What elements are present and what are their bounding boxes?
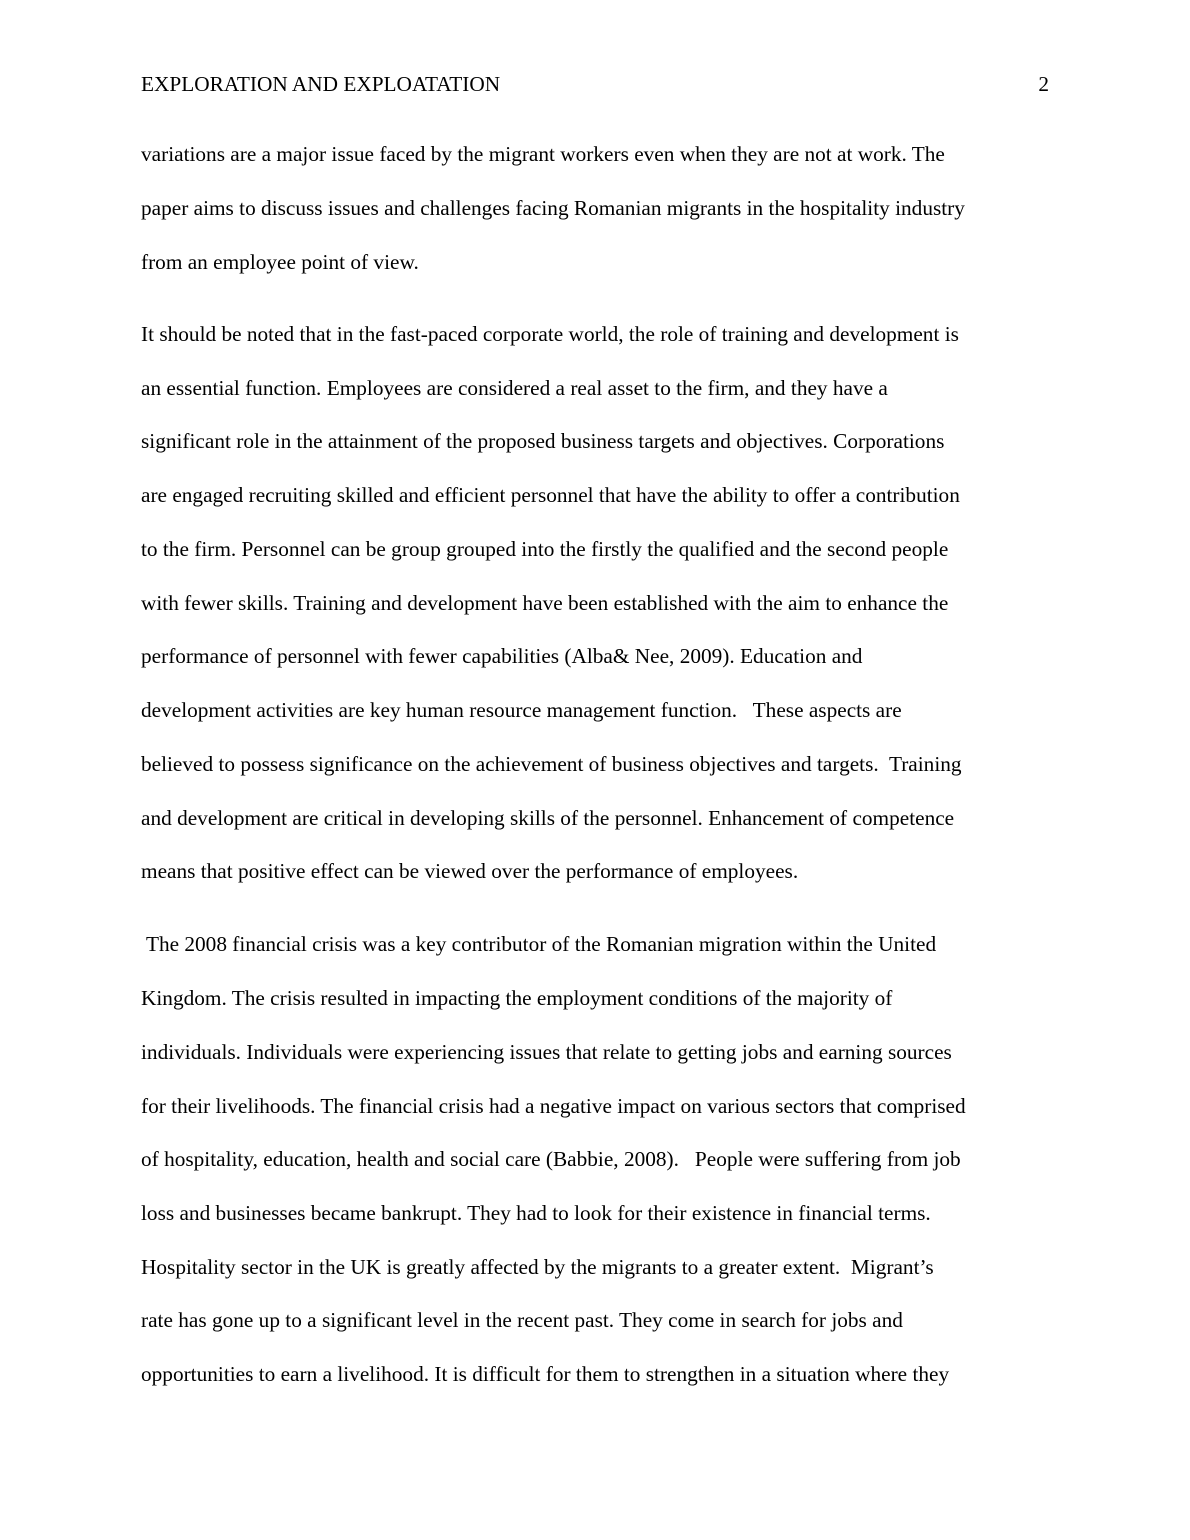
page-header (141, 70, 1049, 98)
text-line: variations are a major issue faced by the migrant workers even when they are not at work. The (141, 142, 945, 166)
text-line: rate has gone up to a significant level in the recent past. They come in search for jobs and (141, 1308, 903, 1332)
text-line: for their livelihoods. The financial crisis had a negative impact on various sectors that comprised (141, 1094, 966, 1118)
text-line: Kingdom. The crisis resulted in impacting the employment conditions of the majority of (141, 986, 893, 1010)
page-number: 2 (1038, 72, 1049, 96)
text-line: performance of personnel with fewer capabilities (Alba& Nee, 2009). Education and (141, 644, 863, 668)
text-line: development activities are key human resource management function. These aspects are (141, 698, 902, 722)
text-line: means that positive effect can be viewed over the performance of employees. (141, 859, 799, 883)
text-line: paper aims to discuss issues and challenges facing Romanian migrants in the hospitality industry (141, 196, 965, 220)
running-head: EXPLORATION AND EXPLOATATION (141, 72, 501, 96)
text-line: believed to possess significance on the achievement of business objectives and targets. Training (141, 752, 962, 776)
text-line: and development are critical in developing skills of the personnel. Enhancement of competence (141, 806, 955, 830)
text-line: loss and businesses became bankrupt. They had to look for their existence in financial terms. (141, 1201, 931, 1225)
text-line: significant role in the attainment of the proposed business targets and objectives. Corporations (141, 429, 945, 453)
text-line: from an employee point of view. (141, 250, 419, 274)
text-line: The 2008 financial crisis was a key contributor of the Romanian migration within the United (141, 932, 937, 956)
text-line: individuals. Individuals were experiencing issues that relate to getting jobs and earning sources (141, 1040, 952, 1064)
text-line: Hospitality sector in the UK is greatly affected by the migrants to a greater extent. Migrant’s (141, 1255, 934, 1279)
text-line: It should be noted that in the fast-paced corporate world, the role of training and development is (141, 322, 959, 346)
text-line: with fewer skills. Training and development have been established with the aim to enhance the (141, 591, 949, 615)
text-line: to the firm. Personnel can be group grouped into the firstly the qualified and the second people (141, 537, 949, 561)
text-line: of hospitality, education, health and social care (Babbie, 2008). People were suffering from job (141, 1147, 961, 1171)
text-line: an essential function. Employees are considered a real asset to the firm, and they have a (141, 376, 888, 400)
text-line: are engaged recruiting skilled and efficient personnel that have the ability to offer a contribution (141, 483, 960, 507)
text-line: opportunities to earn a livelihood. It is difficult for them to strengthen in a situation where they (141, 1362, 950, 1386)
